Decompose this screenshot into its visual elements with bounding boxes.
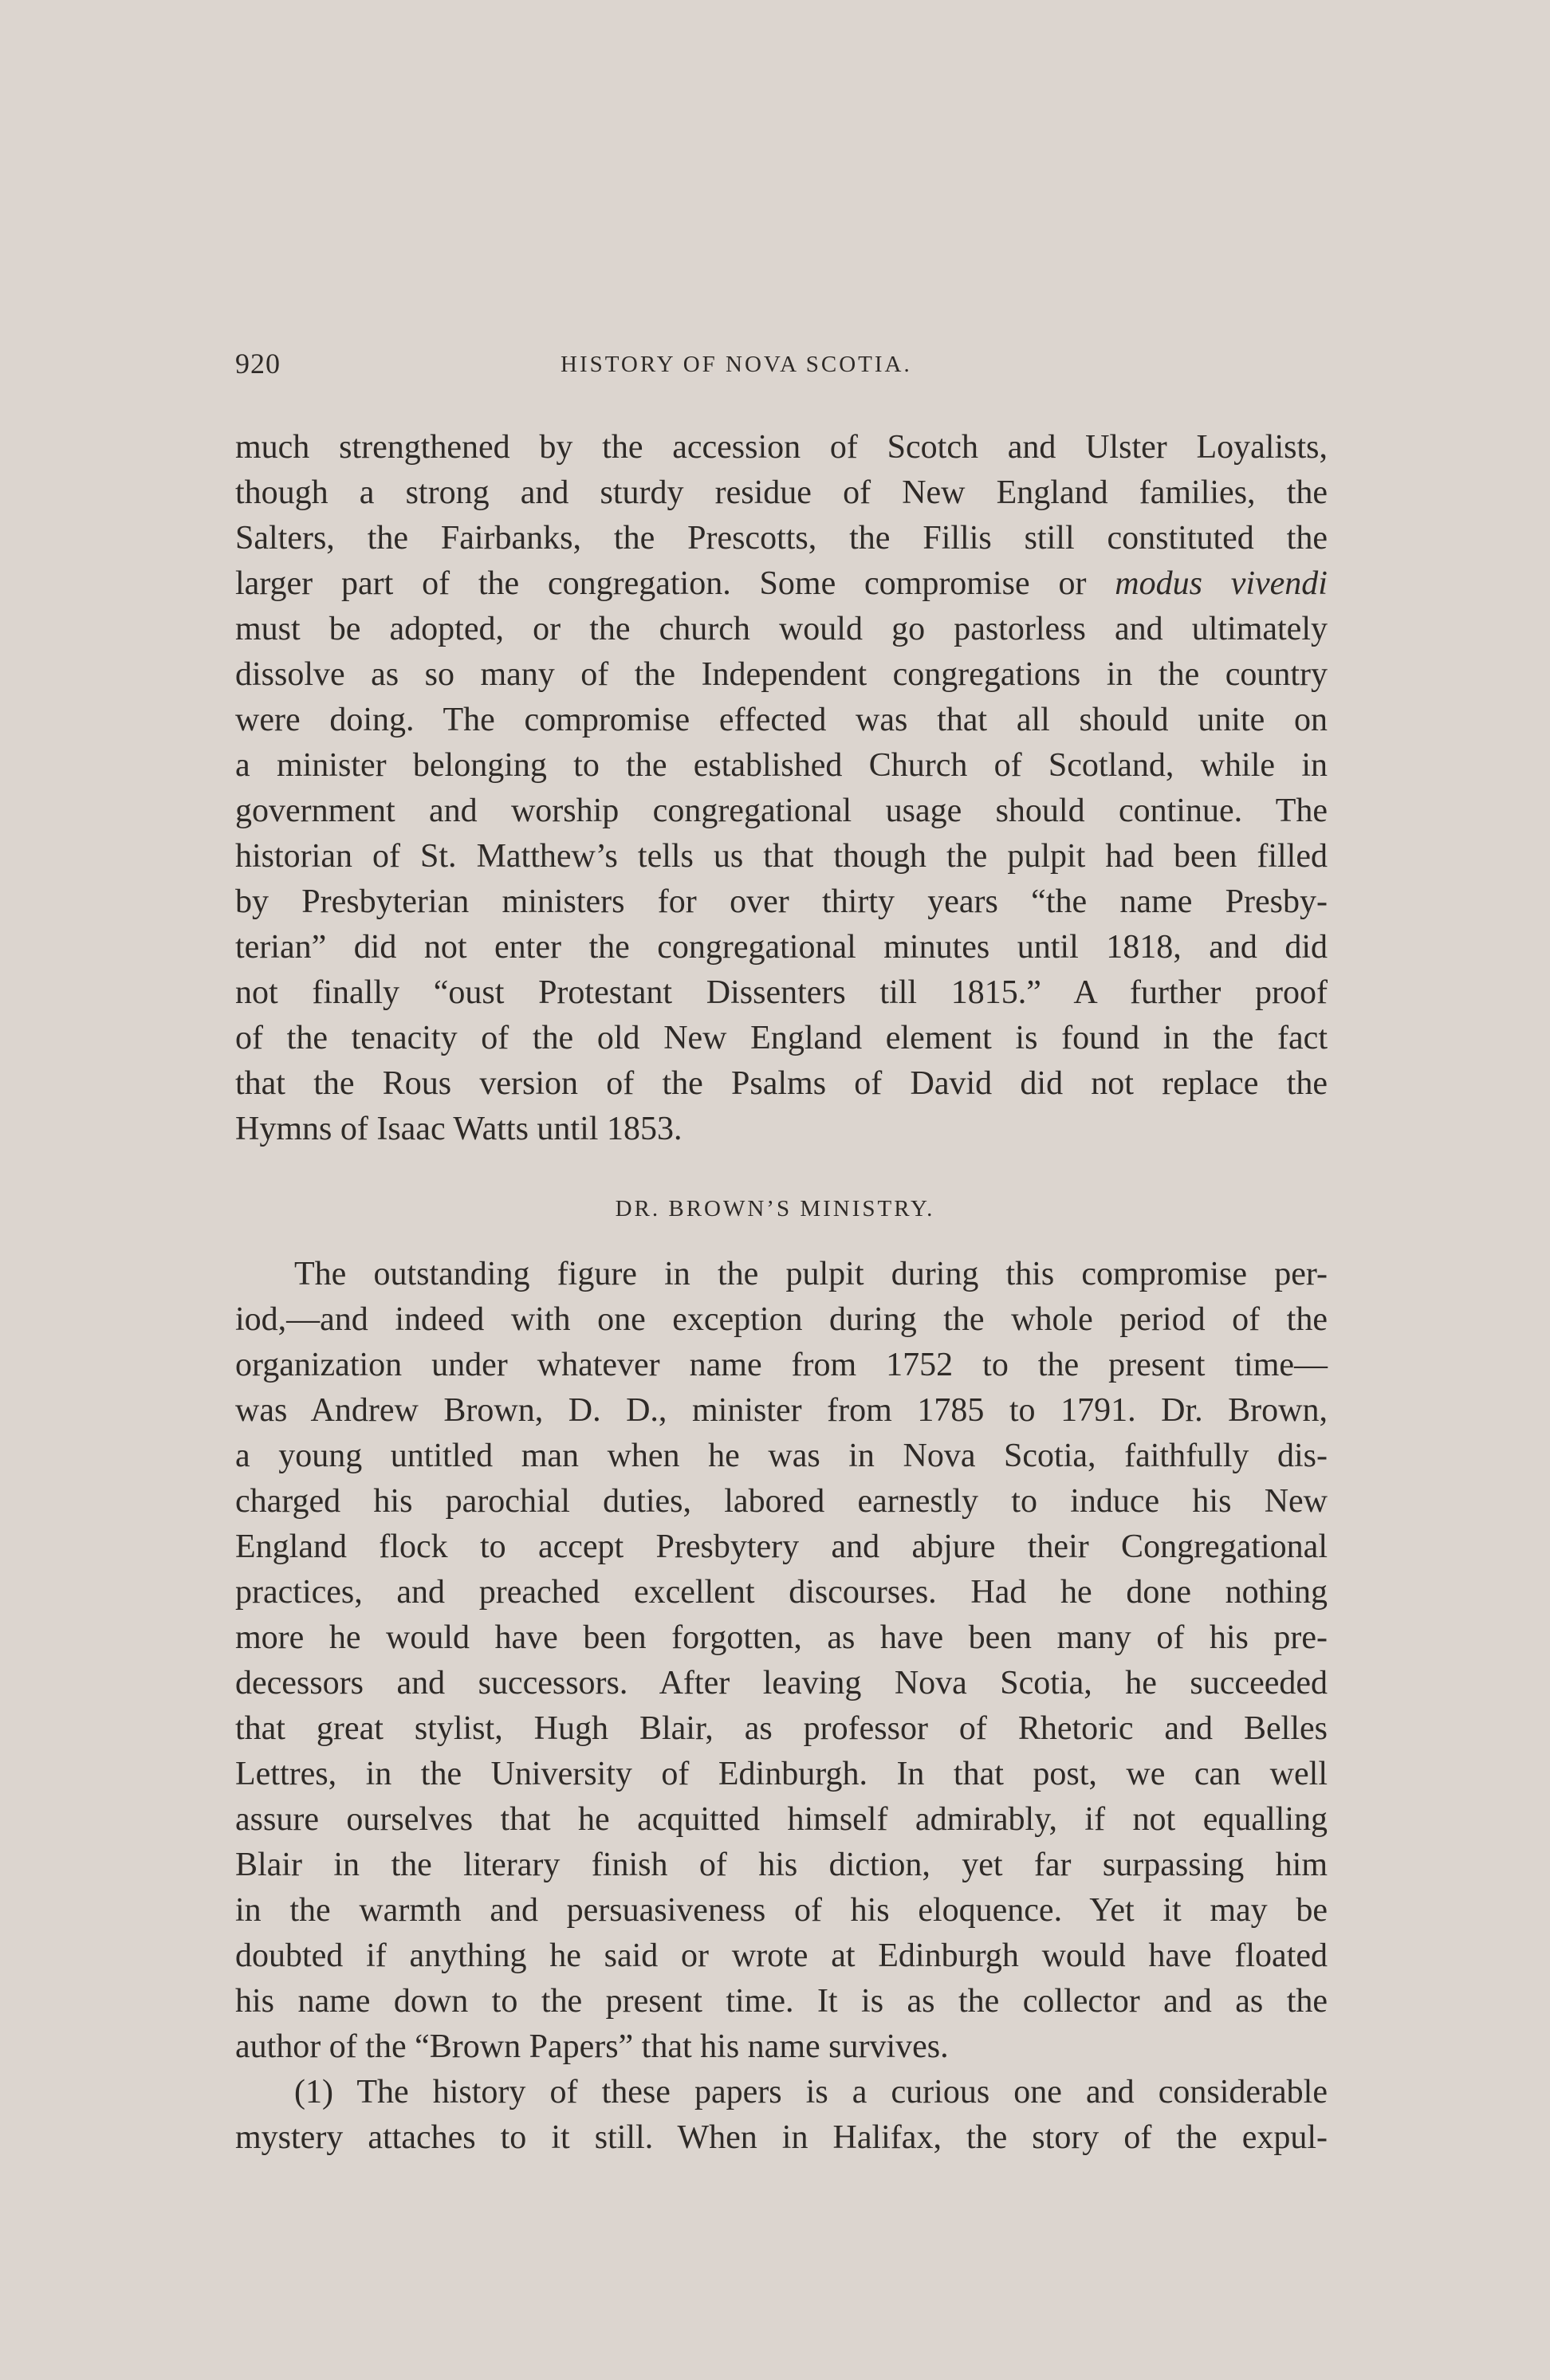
text-line: assure ourselves that he acquitted himself admirably, if not equalling xyxy=(235,1801,1328,1838)
section-heading xyxy=(0,1196,1550,1222)
text-line: historian of St. Matthew’s tells us that though the pulpit had been filled xyxy=(235,838,1328,875)
section-heading-text: DR. BROWN’S MINISTRY. xyxy=(615,1196,935,1221)
text-line: was Andrew Brown, D. D., minister from 1785 to 1791. Dr. Brown, xyxy=(235,1392,1328,1429)
text-line: (1) The history of these papers is a curious one and considerable xyxy=(294,2074,1328,2111)
text-line: practices, and preached excellent discourses. Had he done nothing xyxy=(235,1574,1328,1611)
text-line: iod,—and indeed with one exception during the whole period of the xyxy=(235,1301,1328,1338)
text-line: Lettres, in the University of Edinburgh. In that post, we can well xyxy=(235,1756,1328,1792)
running-head xyxy=(235,347,1328,387)
paragraph-2 xyxy=(235,1252,1328,2070)
text-line: that the Rous version of the Psalms of David did not replace the xyxy=(235,1065,1328,1102)
text-line: terian” did not enter the congregational minutes until 1818, and did xyxy=(235,929,1328,966)
running-title: HISTORY OF NOVA SCOTIA. xyxy=(561,352,912,377)
text-line: doubted if anything he said or wrote at Edinburgh would have floated xyxy=(235,1937,1328,1974)
text-line: in the warmth and persuasiveness of his eloquence. Yet it may be xyxy=(235,1892,1328,1929)
text-line: were doing. The compromise effected was that all should unite on xyxy=(235,702,1328,738)
italic-phrase: modus vivendi xyxy=(1115,565,1328,602)
text-line: Hymns of Isaac Watts until 1853. xyxy=(235,1111,683,1147)
text-line: of the tenacity of the old New England element is found in the fact xyxy=(235,1020,1328,1056)
text-line: must be adopted, or the church would go pastorless and ultimately xyxy=(235,611,1328,647)
text-line: Blair in the literary finish of his diction, yet far surpassing him xyxy=(235,1847,1328,1883)
text-line: government and worship congregational usage should continue. The xyxy=(235,793,1328,829)
text-line: a minister belonging to the established Church of Scotland, while in xyxy=(235,747,1328,784)
text-line: England flock to accept Presbytery and abjure their Congregational xyxy=(235,1528,1328,1565)
text-line: author of the “Brown Papers” that his name survives. xyxy=(235,2028,949,2065)
text-line: a young untitled man when he was in Nova Scotia, faithfully dis- xyxy=(235,1438,1328,1474)
text-line: dissolve as so many of the Independent congregations in the country xyxy=(235,656,1328,693)
text-line: not finally “oust Protestant Dissenters till 1815.” A further proof xyxy=(235,974,1328,1011)
paragraph-1 xyxy=(235,425,1328,1152)
text-line: that great stylist, Hugh Blair, as professor of Rhetoric and Belles xyxy=(235,1710,1328,1747)
text-line: though a strong and sturdy residue of New England families, the xyxy=(235,474,1328,511)
text-line: much strengthened by the accession of Scotch and Ulster Loyalists, xyxy=(235,429,1328,466)
text-line: charged his parochial duties, labored earnestly to induce his New xyxy=(235,1483,1328,1520)
text-line: decessors and successors. After leaving Nova Scotia, he succeeded xyxy=(235,1665,1328,1701)
text-line: Salters, the Fairbanks, the Prescotts, the Fillis still constituted the xyxy=(235,520,1328,557)
page-number: 920 xyxy=(235,348,281,380)
text-line: organization under whatever name from 1752 to the present time— xyxy=(235,1347,1328,1383)
text-line: The outstanding figure in the pulpit during this compromise per- xyxy=(294,1256,1328,1292)
text-line: mystery attaches to it still. When in Halifax, the story of the expul- xyxy=(235,2119,1328,2156)
text-line: by Presbyterian ministers for over thirty years “the name Presby- xyxy=(235,883,1328,920)
paragraph-3 xyxy=(235,2070,1328,2161)
text-line: his name down to the present time. It is as the collector and as the xyxy=(235,1983,1328,2020)
text-line: more he would have been forgotten, as have been many of his pre- xyxy=(235,1619,1328,1656)
text-line: larger part of the congregation. Some compromise or modus vivendi xyxy=(235,565,1328,602)
